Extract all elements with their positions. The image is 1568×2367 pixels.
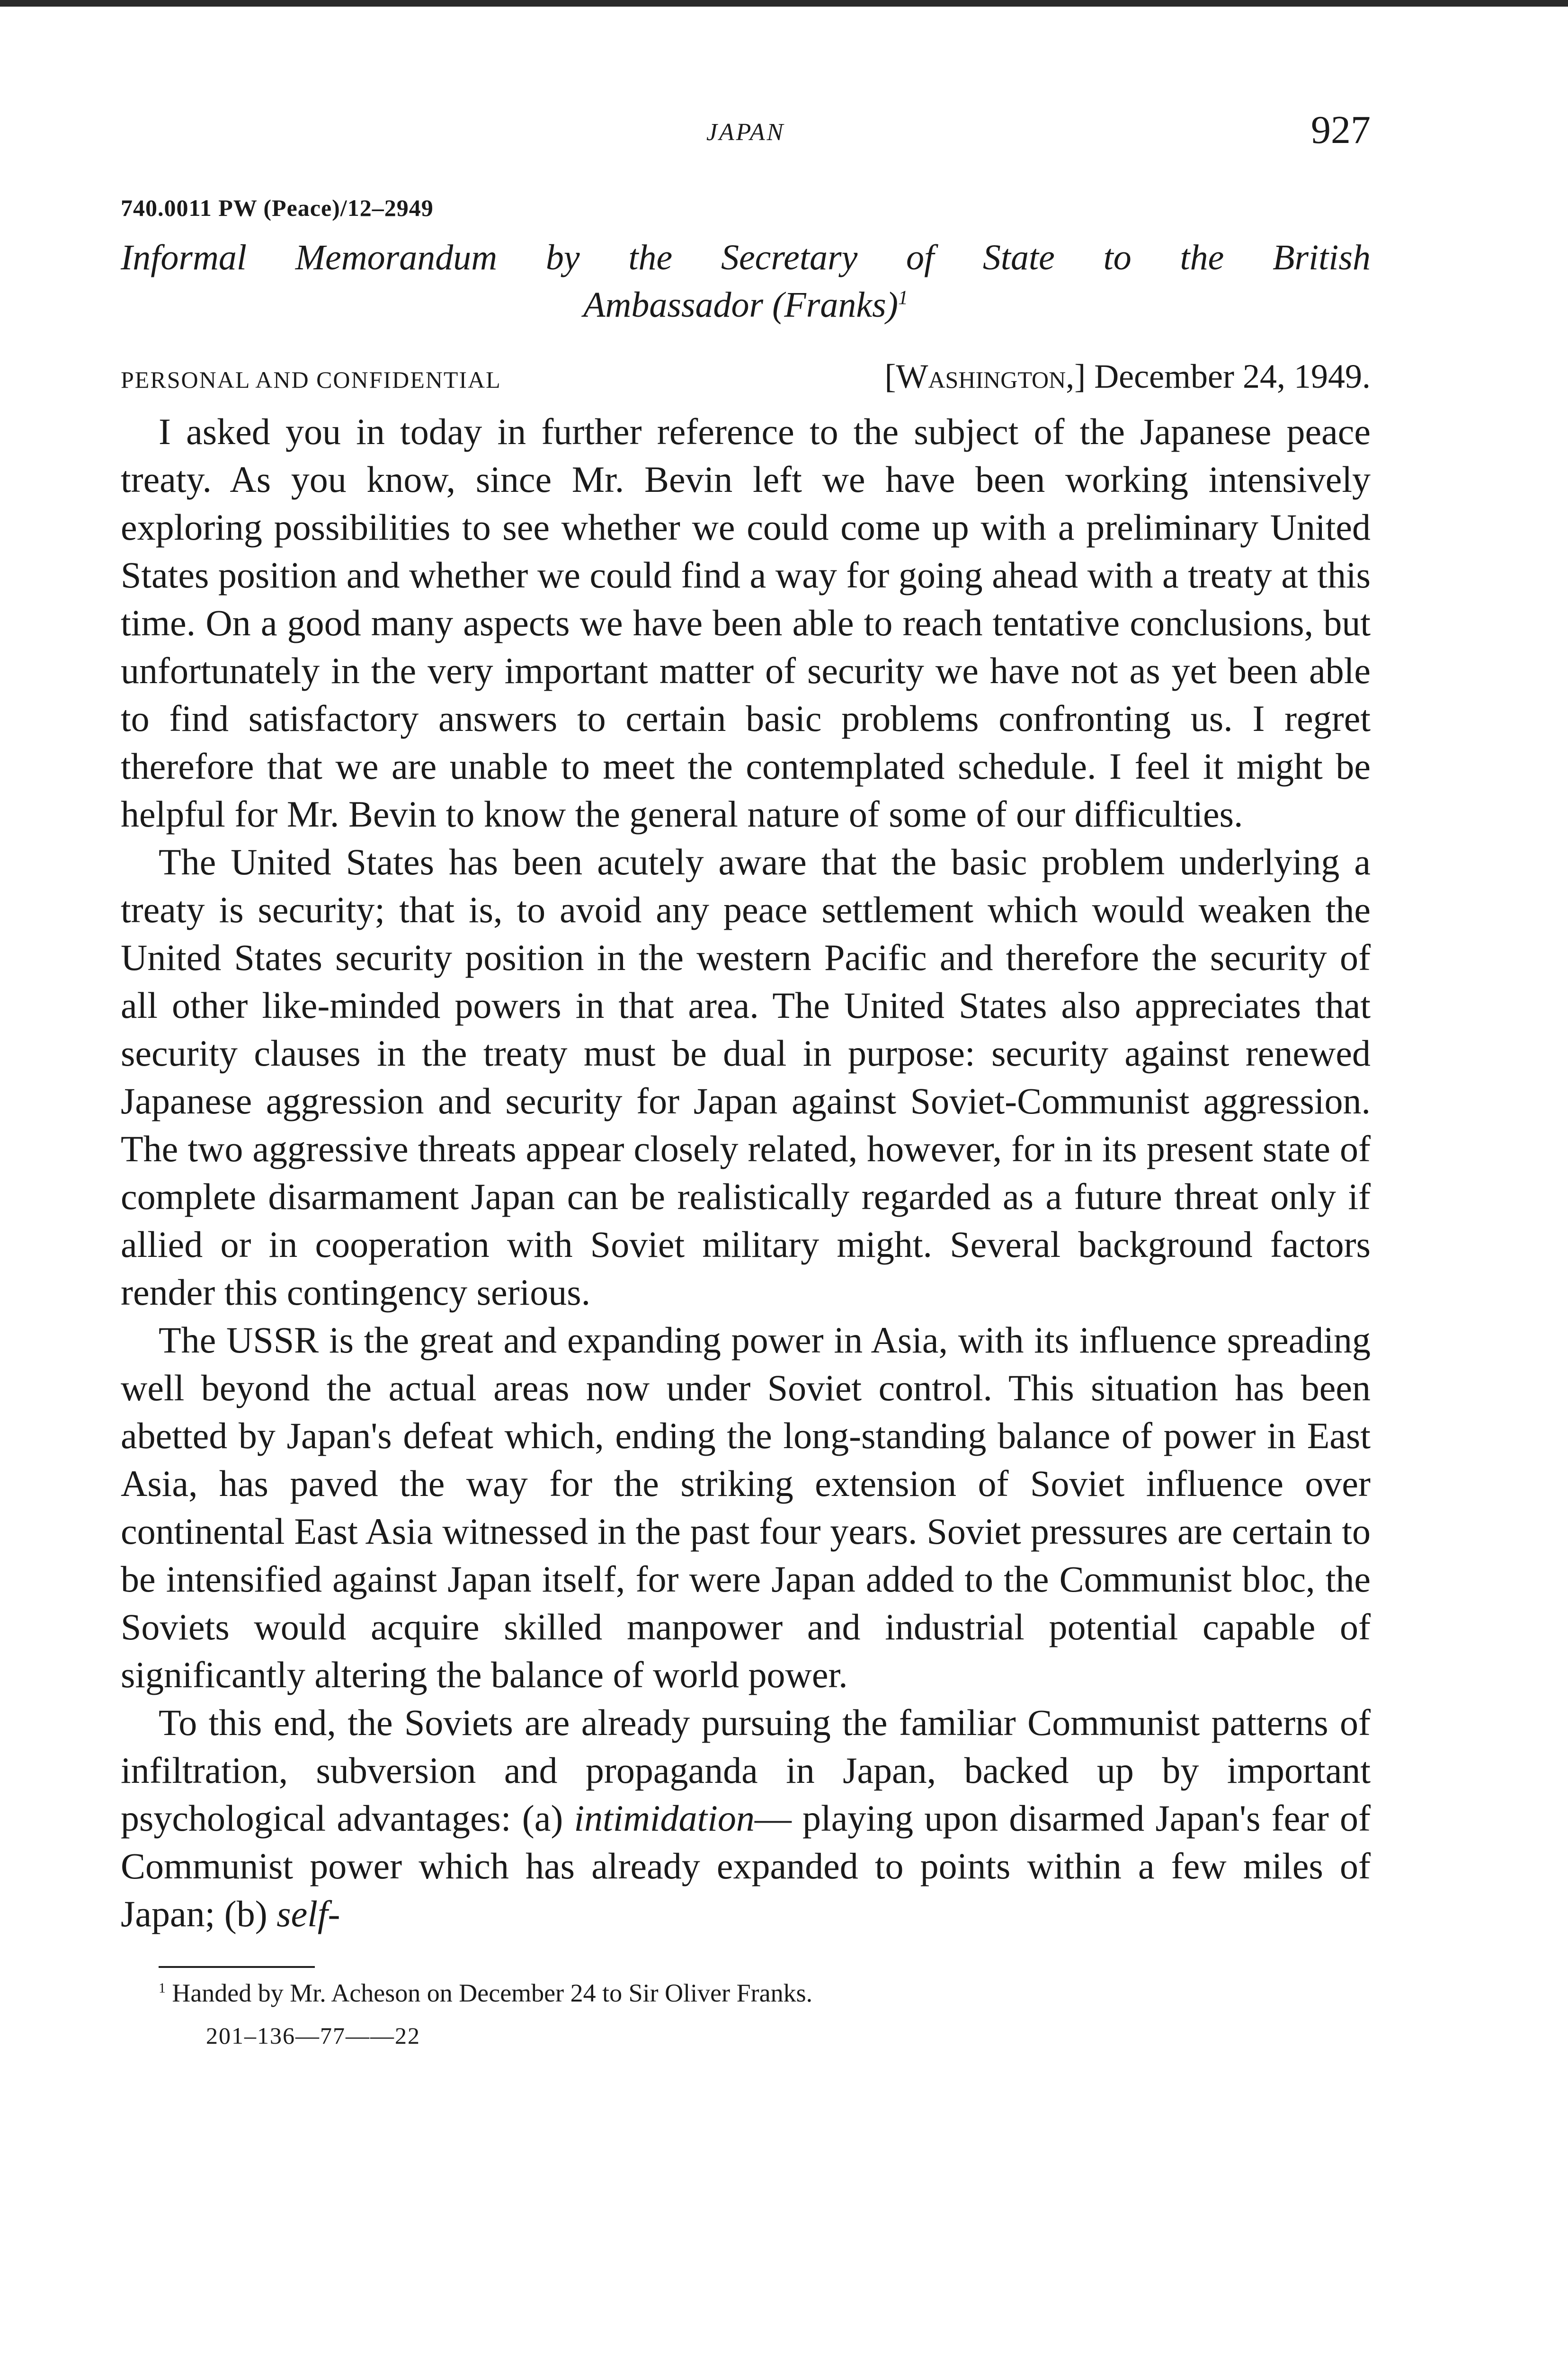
page-number: 927 [1311,108,1371,152]
paragraph-4 [121,1699,1371,1938]
date: December 24, 1949. [1094,357,1371,395]
running-head-title: JAPAN [706,119,785,146]
document-title-line-2-text: Ambassador (Franks) [583,285,899,325]
document-page [121,104,1371,2049]
memorandum-body [121,408,1371,1938]
top-border-rule [0,0,1568,7]
place: [Washington,] [884,357,1086,395]
paragraph-1: I asked you in today in further reference to the subject of the Japanese peace treaty. As you know, since Mr. Bevin left we have been working intensively exploring possibilities to see whether we could come up with a preliminary United States position and whether we could find a way for going ahead with a treaty at this time. On a good many aspects we have been able to reach tentative conclusions, but unfortunately in the very important matter of security we have not as yet been able to find satisfactory answers to certain basic problems confronting us. I regret therefore that we are unable to meet the contemplated schedule. I feel it might be helpful for Mr. Bevin to know the general nature of some of our difficulties. [121,411,1371,835]
place-and-date [885,357,1371,396]
paragraph-4-part-2: — playing upon disarmed Japan's fear of Communist power which has already expanded to points within a few miles of Japan; (b) [121,1797,1371,1934]
paragraph-2: The United States has been acutely aware that the basic problem underlying a treaty is security; that is, to avoid any peace settlement which would weaken the United States security position in the western Pacific and therefore the security of all other like-minded powers in that area. The United States also appreciates that security clauses in the treaty must be dual in purpose: security against renewed Japanese aggression and security for Japan against Soviet-Communist aggression. The two aggressive threats appear closely related, however, for in its present state of complete disarmament Japan can be realistically regarded as a future threat only if allied or in cooperation with Soviet military might. Several background factors render this contingency serious. [121,841,1371,1313]
footnote-divider [159,1966,315,1968]
printer-code: 201–136—77——22 [206,2022,420,2049]
classification-label: PERSONAL AND CONFIDENTIAL [121,366,501,393]
file-number: 740.0011 PW (Peace)/12–2949 [121,195,434,221]
footnote-text: Handed by Mr. Acheson on December 24 to Sir Oliver Franks. [172,1979,813,2007]
running-head [121,104,1371,161]
footnote-marker: 1 [159,1981,166,1996]
document-title [121,234,1371,329]
paragraph-4-emphasis-1: intimidation [574,1797,755,1839]
title-footnote-marker: 1 [898,287,908,309]
paragraph-3: The USSR is the great and expanding power in Asia, with its influence spreading well beyond the actual areas now under Soviet control. This situation has been abetted by Japan's defeat which, ending the long-standing balance of power in East Asia, has paved the way for the striking extension of Soviet influence over continental East Asia witnessed in the past four years. Soviet pressures are certain to be intensified against Japan itself, for were Japan added to the Communist bloc, the Soviets would acquire skilled manpower and industrial potential capable of significantly altering the balance of world power. [121,1319,1371,1695]
document-title-line-2 [121,281,1371,329]
footnote [159,1978,1371,2008]
document-title-line-1: Informal Memorandum by the Secretary of State to the British [121,238,1371,277]
header-meta-line [121,357,1371,396]
paragraph-4-emphasis-2: self- [276,1893,340,1934]
paragraph-4-part-1: To this end, the Soviets are already pursuing the familiar Communist patterns of infiltration, subversion and propaganda in Japan, backed up by important psychological advantages: (a) [121,1702,1371,1839]
